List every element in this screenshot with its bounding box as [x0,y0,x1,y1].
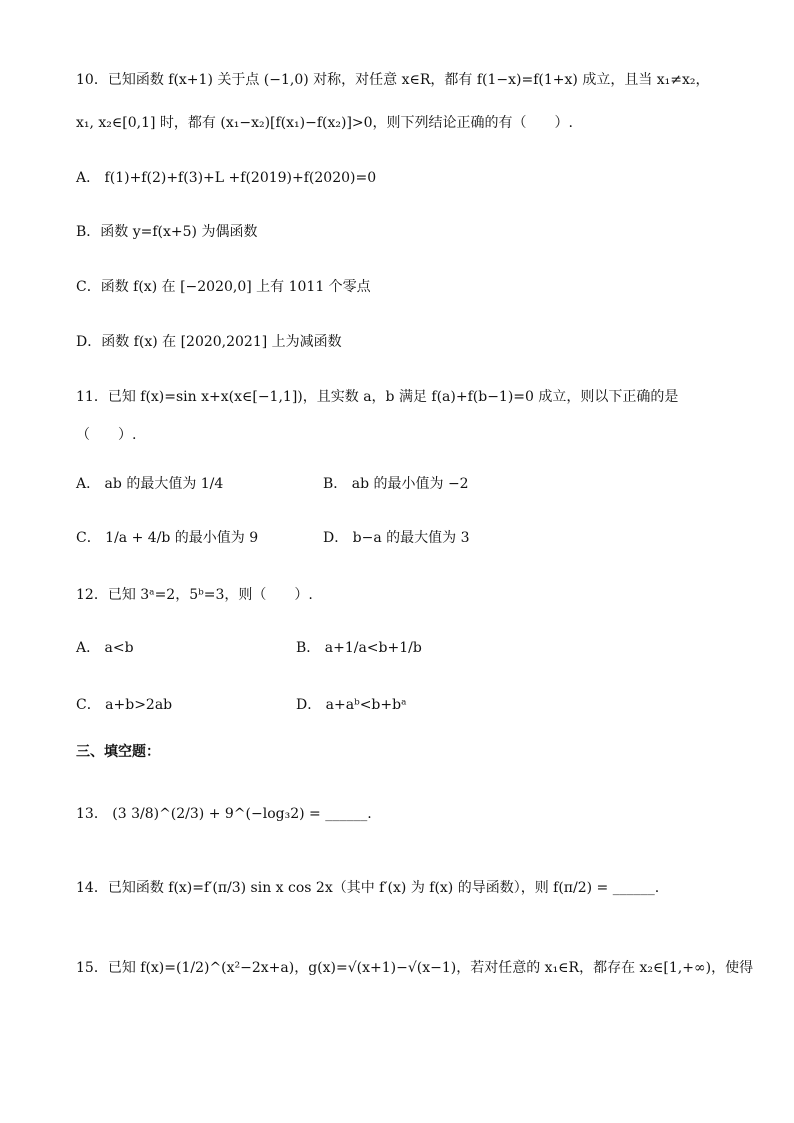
q10-line2: x₁, x₂∈[0,1] 时，都有 (x₁−x₂)[f(x₁)−f(x₂)]>0，则下列结论正确的有（ ）. [76,115,574,131]
q11-option-a: A． ab 的最大值为 1/4 [76,476,224,492]
q10-option-a: A． f(1)+f(2)+f(3)+L +f(2019)+f(2020)=0 [76,170,377,186]
q11-line2: （ ）. [76,427,137,443]
q11-line1: 11．已知 f(x)=sin x+x(x∈[−1,1])，且实数 a，b 满足 f(a)+f(b−1)=0 成立，则以下正确的是 [76,389,679,405]
section-heading: 三、填空题： [76,744,160,760]
q10-option-b: B．函数 y=f(x+5) 为偶函数 [76,224,258,240]
q10-option-c: C．函数 f(x) 在 [−2020,0] 上有 1011 个零点 [76,279,371,295]
q11-option-d: D． b−a 的最大值为 3 [323,530,470,546]
q12-option-d: D． a+aᵇ<b+bᵃ [296,697,407,713]
q12-line1: 12．已知 3ᵃ=2，5ᵇ=3，则（ ）. [76,587,313,603]
q12-option-c: C． a+b>2ab [76,697,173,713]
q10-line1: 10．已知函数 f(x+1) 关于点 (−1,0) 对称，对任意 x∈R，都有 f(1−x)=f(1+x) 成立，且当 x₁≠x₂， [76,72,710,88]
q12-option-a: A． a<b [76,640,134,656]
q10-option-d: D．函数 f(x) 在 [2020,2021] 上为减函数 [76,334,342,350]
q15-text: 15．已知 f(x)=(1/2)^(x²−2x+a)，g(x)=√(x+1)−√(x−1)，若对任意的 x₁∈R，都存在 x₂∈[1,+∞)，使得 [76,960,754,976]
q13-text: 13． (3 3/8)^(2/3) + 9^(−log₃2) = ______. [76,806,372,822]
q12-option-b: B． a+1/a<b+1/b [296,640,422,656]
q11-option-b: B． ab 的最小值为 −2 [323,476,469,492]
q14-text: 14．已知函数 f(x)=f′(π/3) sin x cos 2x（其中 f′(x) 为 f(x) 的导函数），则 f(π/2) = ______. [76,880,660,896]
q11-option-c: C． 1/a + 4/b 的最小值为 9 [76,530,259,546]
